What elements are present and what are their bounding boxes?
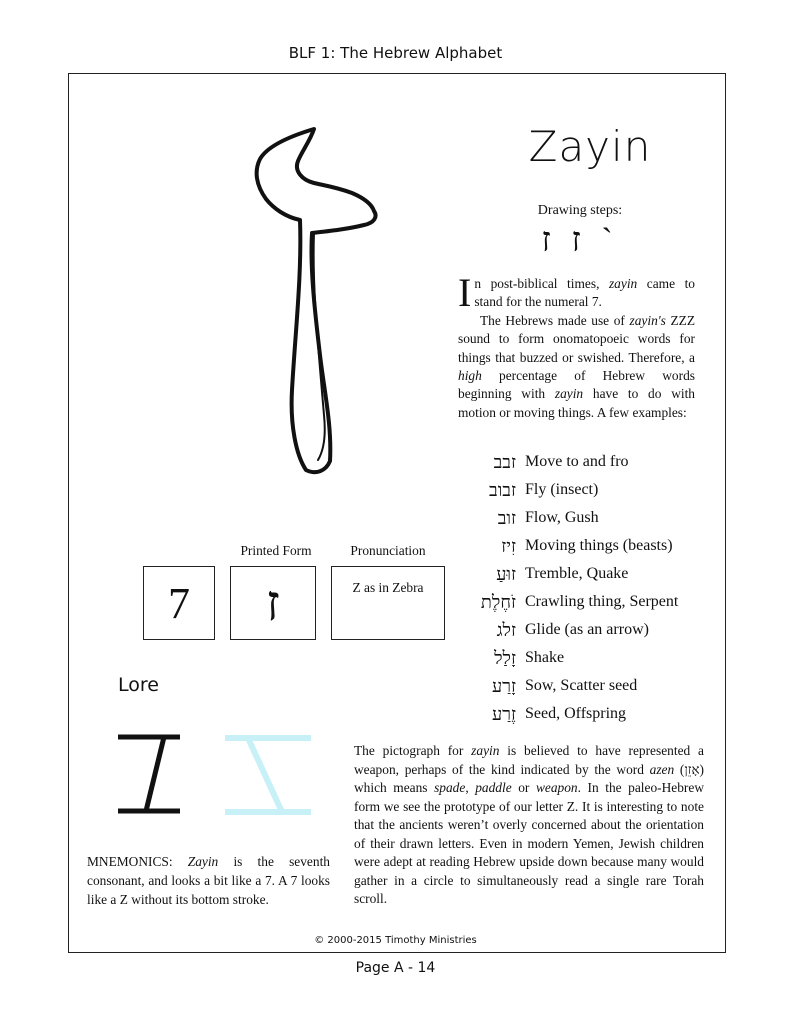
- mnemonics-label: MNEMONICS:: [87, 854, 173, 869]
- example-english: Shake: [525, 649, 565, 666]
- example-english: Tremble, Quake: [525, 565, 629, 582]
- page-number: Page A - 14: [355, 960, 436, 976]
- printed-form-label: Printed Form: [240, 543, 312, 558]
- pictograph-text-run: (אָזֵן) which means: [354, 761, 704, 795]
- example-word-list: [450, 448, 710, 728]
- pictograph-text-run: The pictograph for: [354, 743, 472, 758]
- intro-text-run: percentage of Hebrew words beginning with: [458, 368, 695, 402]
- numeral-box: 7: [143, 566, 215, 640]
- example-english: Seed, Offspring: [525, 705, 627, 722]
- pictograph-emphasis: weapon: [535, 780, 578, 795]
- example-row: [450, 672, 710, 700]
- reversed-paleo-zayin-icon: [224, 733, 312, 817]
- mnemonics-paragraph: [87, 852, 330, 909]
- example-row: [450, 532, 710, 560]
- example-row: [450, 588, 710, 616]
- intro-text-run: ZZZ sound to form onomatopoeic words for things that buzzed or swished. Therefore, a: [458, 312, 695, 365]
- example-hebrew: זֶרַע: [491, 703, 516, 724]
- intro-paragraph-1: [458, 270, 695, 315]
- example-hebrew: זָלַל: [494, 647, 516, 668]
- example-hebrew: זבב: [493, 451, 516, 472]
- pronunciation-label: Pronunciation: [350, 543, 426, 558]
- pictograph-text-run: . In the paleo-Hebrew form we see the prototype of our letter Z. It is interesting to note that the ancients weren’t overly concerned about the orientation of their drawn letters. Even in modern Yemen, Jewish children were adept at reading Hebrew upside down because many would gather in a circle to simultaneously read a single rare Torah scroll.: [354, 780, 704, 906]
- intro-emphasis: zayin: [554, 386, 584, 402]
- example-hebrew: זֹחֶלֶת: [480, 591, 516, 612]
- example-english: Move to and fro: [525, 453, 629, 470]
- intro-text-run: have to do with motion or moving things. A few examples:: [458, 386, 695, 420]
- example-hebrew: זוב: [497, 507, 516, 528]
- printed-form-box: ז: [230, 566, 316, 640]
- example-english: Crawling thing, Serpent: [525, 593, 679, 610]
- example-row: [450, 644, 710, 672]
- paleo-zayin-icon: [118, 733, 180, 815]
- example-english: Fly (insect): [525, 481, 599, 498]
- intro-emphasis: zayin's: [629, 312, 666, 328]
- drawing-steps-label: Drawing steps:: [537, 203, 623, 218]
- lore-heading: Lore: [118, 674, 159, 696]
- zayin-outline-letter: [240, 125, 380, 475]
- mnemonics-emphasis: Zayin: [187, 854, 219, 869]
- pictograph-emphasis: zayin: [471, 743, 500, 758]
- pictograph-text-run: or: [511, 780, 536, 795]
- intro-text-run: n post-biblical times,: [474, 276, 609, 291]
- example-hebrew: זָרַע: [491, 675, 516, 696]
- copyright-notice: © 2000-2015 Timothy Ministries: [314, 935, 477, 946]
- example-row: [450, 448, 710, 476]
- intro-emphasis: high: [458, 368, 482, 384]
- example-hebrew: זבוב: [489, 479, 516, 500]
- letter-name-heading: Zayin: [528, 122, 652, 171]
- pictograph-paragraph: [354, 742, 704, 909]
- intro-paragraph-2: [458, 312, 695, 422]
- example-english: Sow, Scatter seed: [525, 677, 638, 694]
- intro-text-run: The Hebrews made use of: [480, 312, 630, 328]
- mnemonics-text: is the seventh consonant, and looks a bit like a 7. A 7 looks like a Z without its bottom stroke.: [87, 854, 330, 907]
- example-english: Moving things (beasts): [525, 537, 673, 554]
- example-row: [450, 616, 710, 644]
- pictograph-text-run: is believed to have represented a weapon, perhaps of the kind indicated by the word: [354, 743, 704, 777]
- example-hebrew: זוּעַ: [496, 563, 516, 584]
- example-english: Flow, Gush: [525, 509, 599, 526]
- document-title: BLF 1: The Hebrew Alphabet: [288, 44, 503, 62]
- drawing-steps-glyphs: ˋ ז ז: [541, 222, 619, 259]
- example-hebrew: זלג: [496, 619, 516, 640]
- pictograph-emphasis: spade: [434, 780, 466, 795]
- pictograph-text-run: ,: [465, 780, 476, 795]
- example-row: [450, 700, 710, 728]
- example-row: [450, 504, 710, 532]
- intro-emphasis: zayin: [608, 276, 638, 291]
- pictograph-emphasis: azen: [649, 761, 675, 777]
- example-hebrew: זִיז: [501, 535, 516, 556]
- example-row: [450, 560, 710, 588]
- intro-text-run: came to stand for the numeral 7.: [474, 276, 695, 310]
- pronunciation-box: Z as in Zebra: [331, 566, 445, 640]
- drop-cap: I: [458, 270, 472, 315]
- example-row: [450, 476, 710, 504]
- pictograph-emphasis: paddle: [475, 780, 512, 795]
- example-english: Glide (as an arrow): [525, 621, 649, 638]
- intro-text: [458, 270, 695, 422]
